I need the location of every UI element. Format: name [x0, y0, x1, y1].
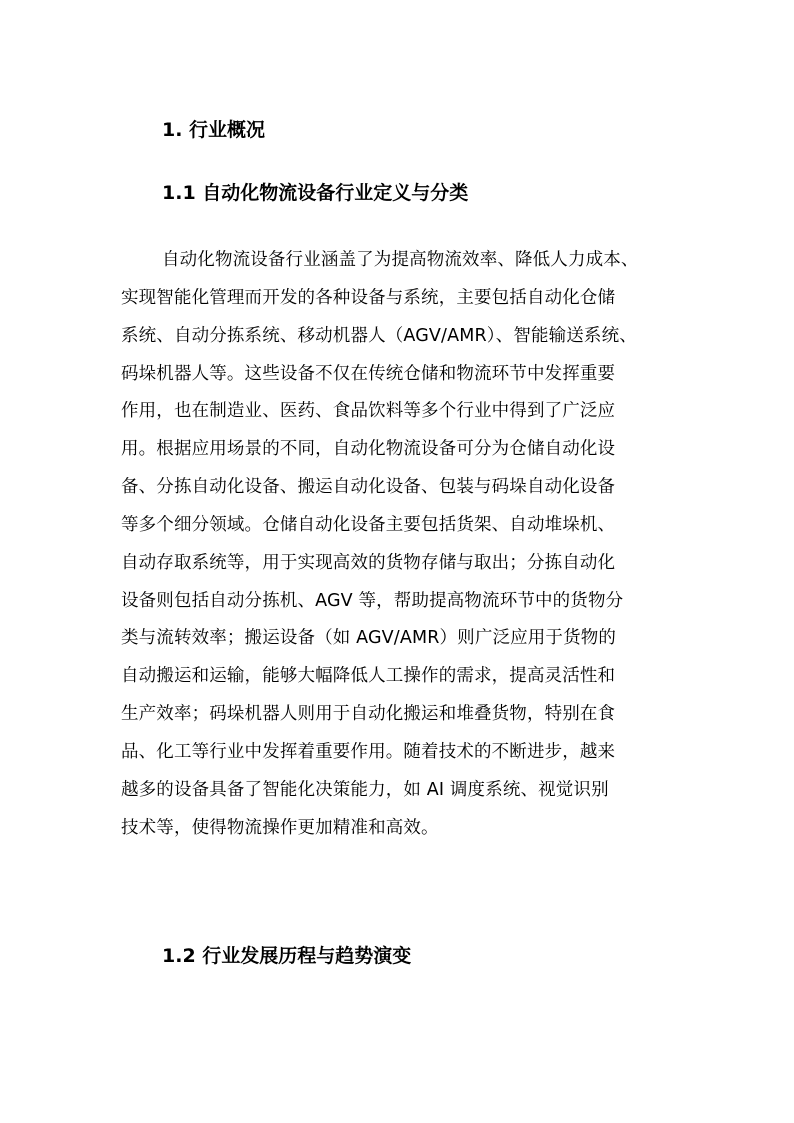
paragraph-line: 越多的设备具备了智能化决策能力，如 AI 调度系统、视觉识别 — [121, 779, 609, 800]
paragraph-line: 生产效率；码垛机器人则用于自动化搬运和堆叠货物，特别在食 — [121, 704, 616, 725]
paragraph-line: 技术等，使得物流操作更加精准和高效。 — [121, 817, 439, 838]
paragraph-line: 实现智能化管理而开发的各种设备与系统，主要包括自动化仓储 — [121, 287, 616, 308]
paragraph-line: 系统、自动分拣系统、移动机器人（AGV/AMR）、智能输送系统、 — [121, 325, 637, 346]
subsection-heading-1-2: 1.2 行业发展历程与趋势演变 — [162, 945, 412, 967]
paragraph-line: 用。根据应用场景的不同，自动化物流设备可分为仓储自动化设 — [121, 439, 616, 460]
section-heading-1: 1. 行业概况 — [162, 119, 266, 141]
paragraph-line: 自动搬运和运输，能够大幅降低人工操作的需求，提高灵活性和 — [121, 666, 616, 687]
paragraph-line: 设备则包括自动分拣机、AGV 等，帮助提高物流环节中的货物分 — [121, 590, 624, 611]
paragraph-line: 类与流转效率；搬运设备（如 AGV/AMR）则广泛应用于货物的 — [121, 628, 617, 649]
paragraph-line: 作用，也在制造业、医药、食品饮料等多个行业中得到了广泛应 — [121, 401, 616, 422]
paragraph-line: 等多个细分领域。仓储自动化设备主要包括货架、自动堆垛机、 — [121, 514, 616, 535]
paragraph-line: 码垛机器人等。这些设备不仅在传统仓储和物流环节中发挥重要 — [121, 363, 616, 384]
body-paragraph — [121, 242, 681, 848]
paragraph-line: 自动存取系统等，用于实现高效的货物存储与取出；分拣自动化 — [121, 552, 616, 573]
paragraph-line: 备、分拣自动化设备、搬运自动化设备、包装与码垛自动化设备 — [121, 477, 616, 498]
paragraph-line: 自动化物流设备行业涵盖了为提高物流效率、降低人力成本、 — [162, 250, 639, 270]
paragraph-line: 品、化工等行业中发挥着重要作用。随着技术的不断进步，越来 — [121, 741, 616, 762]
subsection-heading-1-1: 1.1 自动化物流设备行业定义与分类 — [162, 182, 469, 204]
